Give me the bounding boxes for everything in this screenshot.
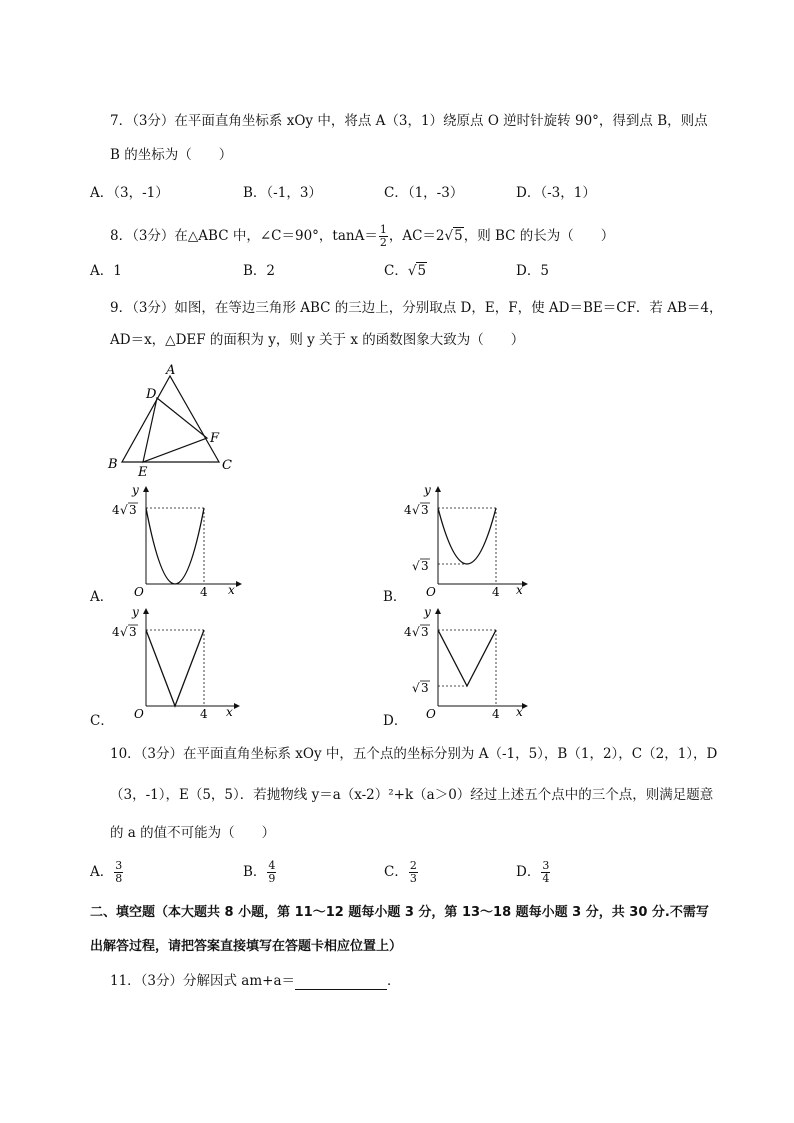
graph-c-x-label: x — [226, 705, 233, 719]
graph-a-y-label: y — [132, 483, 139, 497]
label-b: B — [108, 457, 118, 472]
graph-d-origin: O — [426, 707, 436, 720]
q10-option-a-fraction — [114, 860, 123, 885]
q10-option-d[interactable] — [516, 860, 551, 885]
q8-sqrt-value: 5 — [454, 228, 463, 244]
q11-stem-pre: 11．（3分）分解因式 am+a＝ — [110, 973, 296, 989]
q8-option-b[interactable]: B．2 — [243, 263, 276, 279]
label-d: D — [146, 387, 157, 402]
q10-option-b-fraction — [267, 860, 276, 885]
q10-option-c-fraction — [409, 860, 418, 885]
q8-option-c-sqrt: √5 — [407, 263, 427, 279]
q10-option-b-den: 9 — [268, 872, 276, 885]
q10-option-b-letter: B． — [243, 864, 267, 880]
q8-frac-den: 2 — [379, 236, 387, 249]
q10-option-d-num: 3 — [542, 859, 550, 872]
graph-d-x-label: x — [516, 705, 523, 719]
q9-stem-line2: AD＝x，△DEF 的面积为 y，则 y 关于 x 的函数图象大致为（ ） — [110, 332, 525, 348]
graph-b-x-label: x — [516, 583, 523, 597]
graph-d-y-4: 4 — [404, 625, 412, 639]
q8-option-d[interactable]: D．5 — [516, 263, 549, 279]
graph-b-ymin-sqrt: √ — [412, 559, 420, 573]
graph-c-y-label: y — [132, 605, 139, 619]
q10-stem-line1: 10．（3分）在平面直角坐标系 xOy 中，五个点的坐标分别为 A（-1，5），B（1，2），C（2，1），D — [110, 746, 718, 762]
q10-option-c-den: 3 — [409, 872, 417, 885]
q8-stem-post: ，则 BC 的长为（ ） — [463, 228, 615, 244]
q8-stem — [110, 224, 614, 249]
q10-option-d-letter: D． — [516, 864, 541, 880]
q10-option-d-fraction — [541, 860, 550, 885]
graph-d-ymin-sqrt-val: 3 — [421, 681, 429, 695]
graph-a-x-label: x — [228, 583, 235, 597]
q11-stem-post: ． — [387, 973, 401, 989]
triangle-figure — [100, 360, 250, 480]
q7-stem-line2: B 的坐标为（ ） — [110, 147, 233, 163]
graph-a-y-sqrt: √ — [120, 503, 128, 517]
graph-d-y-sqrt: √ — [412, 625, 420, 639]
q8-tan-fraction — [379, 224, 388, 249]
q9-option-c[interactable]: C． — [90, 713, 114, 729]
graph-c-x4: 4 — [200, 707, 208, 720]
q8-stem-pre: 8．（3分）在△ABC 中，∠C＝90°，tanA＝ — [110, 228, 378, 244]
graph-d-y-label: y — [424, 605, 431, 619]
q10-option-b-num: 4 — [268, 859, 276, 872]
q10-stem-line2: （3，-1），E（5，5）．若抛物线 y＝a（x-2）²+k（a＞0）经过上述五个点中的三个点，则满足题意 — [110, 787, 714, 803]
label-f: F — [210, 431, 220, 446]
q9-option-d[interactable]: D． — [383, 713, 408, 729]
graph-b-y-4: 4 — [404, 503, 412, 517]
q10-stem-line3: 的 a 的值不可能为（ ） — [110, 825, 276, 841]
graph-b-ymin-sqrt-val: 3 — [421, 559, 429, 573]
q10-option-b[interactable] — [243, 860, 277, 885]
section2-heading-line2: 出解答过程，请把答案直接填写在答题卡相应位置上） — [90, 939, 403, 954]
q9-graph-d — [402, 602, 542, 720]
q10-option-a-letter: A． — [90, 864, 114, 880]
q8-sqrt: √5 — [444, 228, 463, 244]
q9-graph-c — [110, 602, 250, 720]
q10-option-c-letter: C． — [384, 864, 408, 880]
q10-option-c[interactable] — [384, 860, 419, 885]
q9-stem-line1: 9．（3分）如图，在等边三角形 ABC 的三边上，分别取点 D，E，F，使 AD＝BE＝CF．若 AB＝4， — [110, 300, 723, 316]
label-e: E — [138, 465, 148, 480]
q7-option-b[interactable]: B．（-1，3） — [243, 185, 322, 201]
graph-b-x4: 4 — [492, 585, 500, 598]
graph-b-y-sqrt-val: 3 — [421, 503, 429, 517]
graph-a-x4: 4 — [200, 585, 208, 598]
graph-c-y-sqrt: √ — [120, 625, 128, 639]
graph-c-y-sqrt-val: 3 — [129, 625, 137, 639]
q9-graph-b — [402, 480, 542, 598]
q11-answer-blank[interactable] — [295, 975, 387, 990]
graph-a-origin: O — [134, 585, 144, 598]
graph-a-y-sqrt-val: 3 — [129, 503, 137, 517]
graph-a-curve — [146, 508, 204, 584]
q10-option-d-den: 4 — [542, 872, 550, 885]
label-a: A — [166, 363, 176, 378]
q8-option-c[interactable] — [384, 262, 427, 280]
graph-a-y-4: 4 — [112, 503, 120, 517]
q10-option-c-num: 2 — [409, 859, 417, 872]
q10-option-a-den: 8 — [115, 872, 123, 885]
q9-option-b[interactable]: B． — [383, 589, 407, 605]
graph-b-curve — [438, 508, 496, 564]
q10-option-a-num: 3 — [115, 859, 123, 872]
graph-c-origin: O — [134, 707, 144, 720]
q7-stem-line1: 7．（3分）在平面直角坐标系 xOy 中，将点 A（3，1）绕原点 O 逆时针旋转 90°，得到点 B，则点 — [110, 113, 708, 129]
graph-c-polyline — [146, 630, 204, 706]
section2-heading-line1: 二、填空题（本大题共 8 小题，第 11～12 题每小题 3 分，第 13～18 题每小题 3 分，共 30 分.不需写 — [90, 905, 709, 920]
q7-option-c[interactable]: C．（1，-3） — [384, 185, 464, 201]
q7-option-d[interactable]: D．（-3，1） — [516, 185, 596, 201]
graph-c-y-4: 4 — [112, 625, 120, 639]
q8-option-c-letter: C． — [384, 263, 408, 279]
q9-graph-a — [110, 480, 250, 598]
q8-frac-num: 1 — [379, 223, 387, 236]
graph-b-y-sqrt: √ — [412, 503, 420, 517]
graph-d-y-sqrt-val: 3 — [421, 625, 429, 639]
q7-option-a[interactable]: A．（3，-1） — [90, 185, 169, 201]
label-c: C — [222, 458, 232, 473]
graph-d-x4: 4 — [492, 707, 500, 720]
graph-b-y-label: y — [424, 483, 431, 497]
graph-d-ymin-sqrt: √ — [412, 681, 420, 695]
q11-stem — [110, 972, 401, 990]
q8-option-c-sqrt-value: 5 — [417, 263, 427, 279]
graph-b-origin: O — [426, 585, 436, 598]
q9-option-a[interactable]: A． — [90, 589, 114, 605]
triangle-abc — [122, 376, 219, 462]
graph-d-polyline — [438, 630, 496, 686]
q8-stem-mid: ，AC＝2 — [388, 228, 445, 244]
q8-option-a[interactable]: A．1 — [90, 263, 122, 279]
q10-option-a[interactable] — [90, 860, 124, 885]
